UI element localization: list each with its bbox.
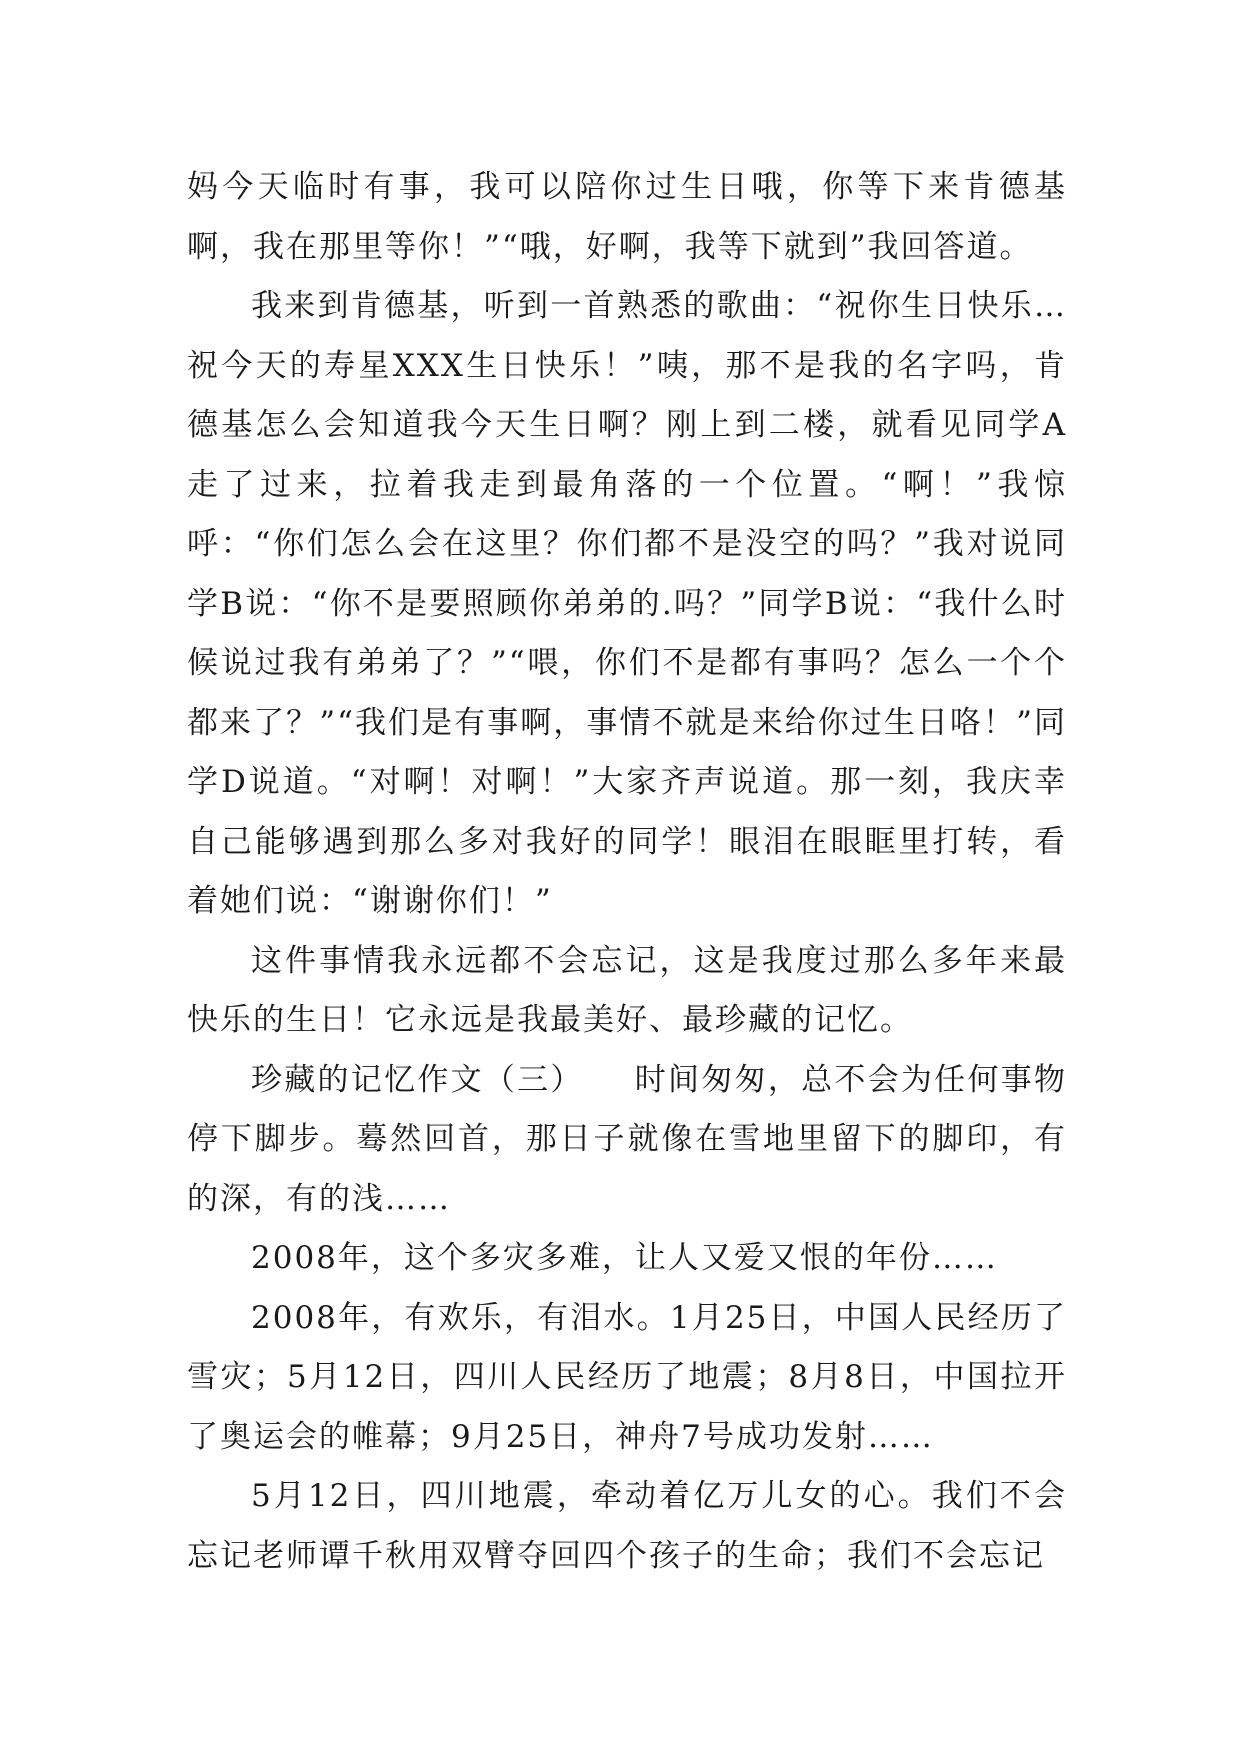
paragraph-6: 2008年，有欢乐，有泪水。1月25日，中国人民经历了雪灾；5月12日，四川人民经历了地震；8月8日，中国拉开了奥运会的帷幕；9月25日，神舟7号成功发射…… xyxy=(187,1299,1067,1455)
paragraph-7: 5月12日，四川地震，牵动着亿万儿女的心。我们不会忘记老师谭千秋用双臂夺回四个孩子的生命；我们不会忘记 xyxy=(187,1478,1067,1574)
paragraph-3: 这件事情我永远都不会忘记，这是我度过那么多年来最快乐的生日！它永远是我最美好、最珍藏的记忆。 xyxy=(187,942,1067,1038)
paragraph-2: 我来到肯德基，听到一首熟悉的歌曲：“祝你生日快乐…祝今天的寿星XXX生日快乐！”咦，那不是我的名字吗，肯德基怎么会知道我今天生日啊？刚上到二楼，就看见同学A走了过来，拉着我走到最角落的一个位置。“啊！”我惊呼：“你们怎么会在这里？你们都不是没空的吗？”我对说同学B说：“你不是要照顾你弟弟的.吗？”同学B说：“我什么时候说过我有弟弟了？”“喂，你们不是都有事吗？怎么一个个都来了？”“我们是有事啊，事情不就是来给你过生日咯！”同学D说道。“对啊！对啊！”大家齐声说道。那一刻，我庆幸自己能够遇到那么多对我好的同学！眼泪在眼眶里打转，看着她们说：“谢谢你们！” xyxy=(187,288,1067,919)
paragraph-1: 妈今天临时有事，我可以陪你过生日哦，你等下来肯德基啊，我在那里等你！”“哦，好啊，我等下就到”我回答道。 xyxy=(187,169,1067,265)
paragraph-5: 2008年，这个多灾多难，让人又爱又恨的年份…… xyxy=(251,1240,998,1276)
paragraph-4: 珍藏的记忆作文（三） 时间匆匆，总不会为任何事物停下脚步。蓦然回首，那日子就像在雪地里留下的脚印，有的深，有的浅…… xyxy=(187,1061,1067,1217)
document-body xyxy=(187,158,1067,1586)
